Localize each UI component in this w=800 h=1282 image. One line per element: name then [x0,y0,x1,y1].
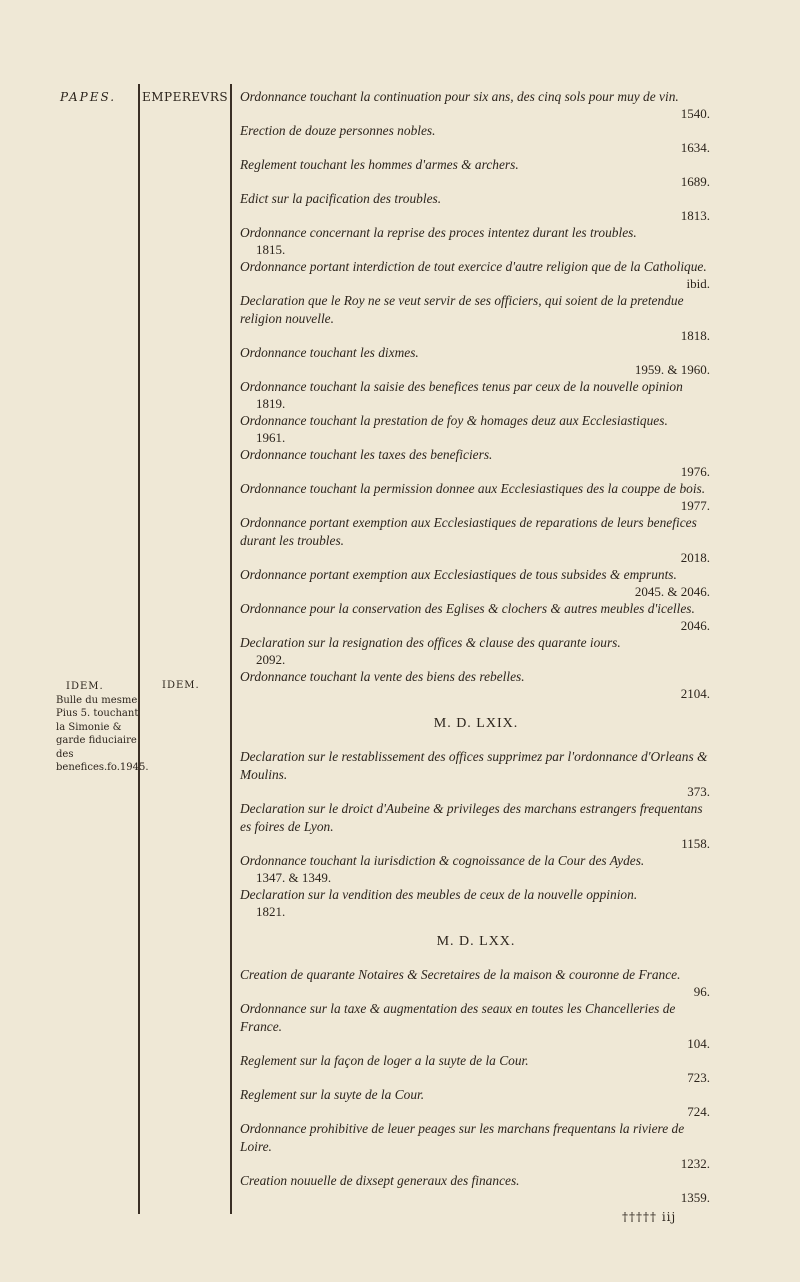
entry-page: 1813. [680,208,710,223]
entry-text: Declaration sur le restablissement des offices supprimez par l'ordonnance d'Orleans & Moulins. [240,749,708,782]
entry-page: 723. [687,1070,710,1085]
entry-text: Declaration que le Roy ne se veut servir de ses officiers, qui soient de la pretendue religion nouvelle. [240,293,684,326]
entry-page: 1232. [680,1156,710,1171]
index-entry [240,1086,712,1120]
entry-text: Ordonnance concernant la reprise des proces intentez durant les troubles. [240,225,637,240]
entry-page: 373. [687,784,710,799]
entry-page: 1540. [680,106,710,121]
entry-text: Reglement touchant les hommes d'armes & archers. [240,157,519,172]
index-entry [240,966,712,1000]
entry-page: 1976. [680,464,710,479]
entry-text: Ordonnance touchant les taxes des beneficiers. [240,447,493,462]
index-entry [240,156,712,190]
entry-text: Ordonnance prohibitive de leuer peages sur les marchans frequentans la riviere de Loire. [240,1121,685,1154]
entry-page: 1821. [256,904,286,919]
header-papes: PAPES. [60,90,117,104]
entry-page: 2046. [680,618,710,633]
index-entry [240,1172,712,1206]
sidebar-papes-label: IDEM. [66,681,104,692]
entry-page: ibid. [686,276,710,291]
index-column [240,88,712,1206]
entry-text: Ordonnance touchant les dixmes. [240,345,419,360]
index-entry [240,378,712,412]
entry-text: Ordonnance touchant la permission donnee aux Ecclesiastiques des la couppe de bois. [240,481,706,496]
signature-mark: ††††† iij [622,1210,677,1224]
index-entry [240,190,712,224]
sidebar-papes-note [56,680,149,775]
index-entry [240,258,712,292]
column-rule-left [138,84,140,1214]
entry-text: Erection de douze personnes nobles. [240,123,436,138]
entry-text: Ordonnance touchant la prestation de foy & homages deuz aux Ecclesiastiques. [240,413,668,428]
index-entry [240,600,712,634]
entries-1570 [240,966,712,1206]
entry-text: Ordonnance touchant la vente des biens des rebelles. [240,669,525,684]
index-entry [240,886,712,920]
index-entry [240,800,712,852]
entry-page: 2045. & 2046. [634,584,710,599]
entry-text: Ordonnance portant interdiction de tout exercice d'autre religion que de la Catholique. [240,259,707,274]
entry-page: 96. [693,984,710,999]
entry-page: 104. [687,1036,710,1051]
entry-page: 1977. [680,498,710,513]
index-entry [240,514,712,566]
entry-page: 1347. & 1349. [256,870,332,885]
entry-text: Ordonnance pour la conservation des Eglises & clochers & autres meubles d'icelles. [240,601,695,616]
entry-page: 2018. [680,550,710,565]
entry-text: Edict sur la pacification des troubles. [240,191,442,206]
index-entry [240,748,712,800]
index-entry [240,566,712,600]
index-entry [240,292,712,344]
index-entry [240,668,712,702]
entry-page: 1959. & 1960. [634,362,710,377]
header-empereurs: EMPEREVRS [142,90,229,104]
entry-text: Ordonnance portant exemption aux Ecclesiastiques de tous subsides & emprunts. [240,567,677,582]
entry-page: 724. [687,1104,710,1119]
index-entry [240,224,712,258]
entry-page: 1359. [680,1190,710,1205]
entries-1568 [240,88,712,702]
index-entry [240,852,712,886]
year-heading-1570: M. D. LXX. [436,934,516,949]
entry-text: Declaration sur la resignation des offices & clause des quarante iours. [240,635,621,650]
entry-text: Declaration sur la vendition des meubles de ceux de la nouvelle oppinion. [240,887,638,902]
entry-page: 1689. [680,174,710,189]
entry-page: 2104. [680,686,710,701]
entry-page: 1819. [256,396,286,411]
entry-text: Creation de quarante Notaires & Secretaires de la maison & couronne de France. [240,967,681,982]
entry-text: Ordonnance touchant la saisie des benefices tenus par ceux de la nouvelle opinion [240,379,683,394]
entry-text: Ordonnance sur la taxe & augmentation des seaux en toutes les Chancelleries de France. [240,1001,676,1034]
sidebar-papes-text: Bulle du mesme Pius 5. touchant la Simonie & garde fiduciaire des benefices.fo.1945. [56,694,149,773]
index-entry [240,122,712,156]
index-entry [240,446,712,480]
index-entry [240,1000,712,1052]
entry-page: 2092. [256,652,286,667]
index-entry [240,480,712,514]
entry-text: Ordonnance touchant la continuation pour six ans, des cinq sols pour muy de vin. [240,89,679,104]
year-heading-1569: M. D. LXIX. [433,716,519,731]
entry-page: 1634. [680,140,710,155]
index-entry [240,1120,712,1172]
sidebar-empereurs-label: IDEM. [162,680,200,691]
entry-page: 1815. [256,242,286,257]
entry-text: Ordonnance portant exemption aux Ecclesiastiques de reparations de leurs benefices durant les troubles. [240,515,697,548]
entry-text: Reglement sur la suyte de la Cour. [240,1087,425,1102]
entries-1569 [240,748,712,920]
index-entry [240,88,712,122]
column-rule-right [230,84,232,1214]
index-entry [240,1052,712,1086]
index-entry [240,412,712,446]
index-entry [240,344,712,378]
entry-page: 1961. [256,430,286,445]
index-entry [240,634,712,668]
entry-text: Creation nouuelle de dixsept generaux des finances. [240,1173,520,1188]
entry-page: 1158. [681,836,710,851]
entry-text: Ordonnance touchant la iurisdiction & cognoissance de la Cour des Aydes. [240,853,645,868]
entry-text: Reglement sur la façon de loger a la suyte de la Cour. [240,1053,529,1068]
entry-page: 1818. [680,328,710,343]
entry-text: Declaration sur le droict d'Aubeine & privileges des marchans estrangers frequentans es foires de Lyon. [240,801,703,834]
